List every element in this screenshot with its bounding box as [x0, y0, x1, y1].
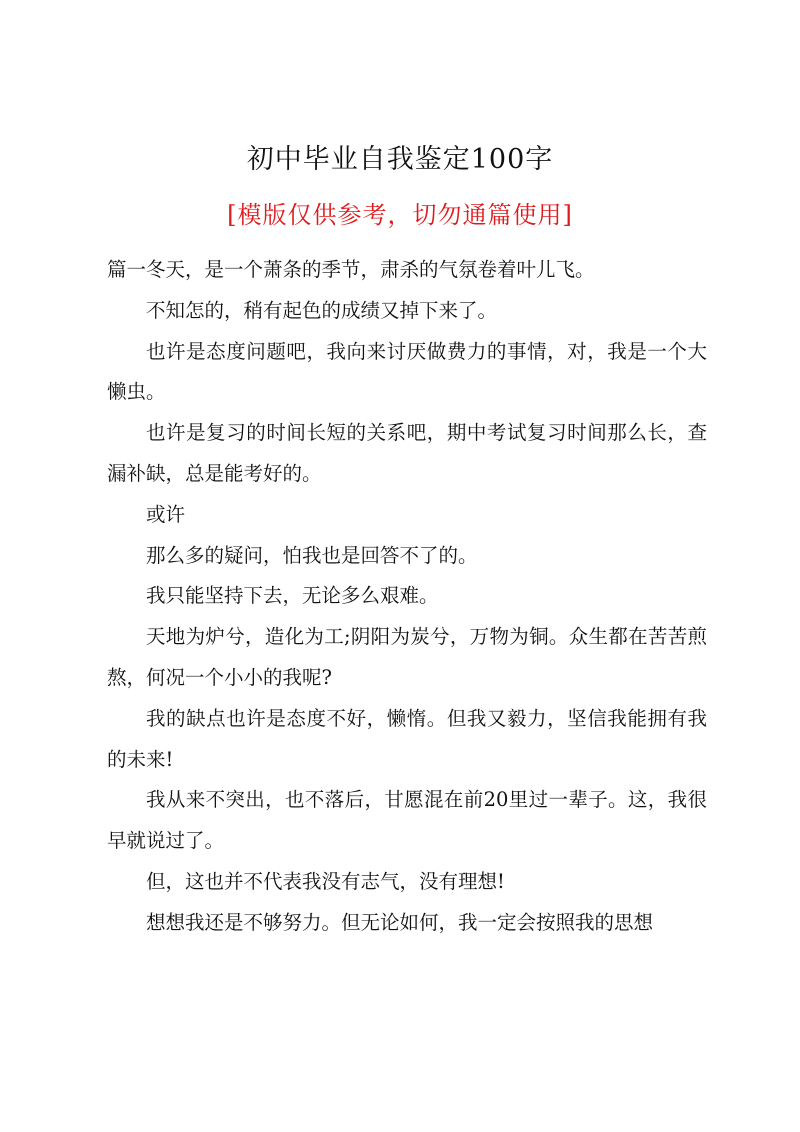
template-notice: [模版仅供参考，切勿通篇使用] — [227, 201, 573, 229]
paragraph: 不知怎的，稍有起色的成绩又掉下来了。 — [146, 298, 498, 322]
paragraph: 也许是复习的时间长短的关系吧，期中考试复习时间那么长，查漏补缺，总是能考好的。 — [107, 421, 707, 485]
paragraph: 我从来不突出，也不落后，甘愿混在前20里过一辈子。这，我很早就说过了。 — [107, 788, 707, 853]
paragraph: 篇一冬天，是一个萧条的季节，肃杀的气氛卷着叶儿飞。 — [107, 258, 595, 281]
paragraph: 天地为炉兮，造化为工;阴阳为炭兮，万物为铜。众生都在苦苦煎熬，何况一个小小的我呢? — [107, 625, 707, 689]
paragraph: 我的缺点也许是态度不好，懒惰。但我又毅力，坚信我能拥有我的未来! — [107, 706, 707, 771]
paragraph: 我只能坚持下去，无论多么艰难。 — [146, 584, 439, 608]
document-title: 初中毕业自我鉴定100字 — [246, 144, 554, 175]
paragraph: 或许 — [146, 502, 186, 526]
paragraph: 想想我还是不够努力。但无论如何，我一定会按照我的思想 — [146, 910, 654, 934]
paragraph: 那么多的疑问，怕我也是回答不了的。 — [146, 543, 478, 567]
paragraph: 也许是态度问题吧，我向来讨厌做费力的事情，对，我是一个大懒虫。 — [107, 339, 707, 404]
document-body — [107, 250, 707, 944]
paragraph: 但，这也并不代表我没有志气，没有理想! — [146, 869, 505, 893]
